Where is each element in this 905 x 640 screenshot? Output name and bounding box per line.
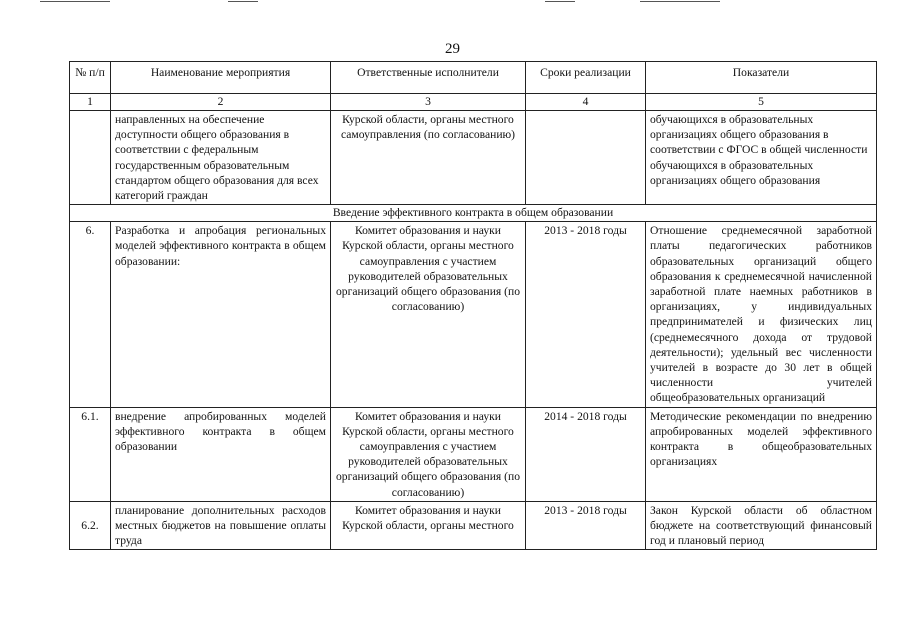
scan-artifact-line xyxy=(228,1,258,2)
cell-num: 6. xyxy=(70,222,111,407)
column-index: 3 xyxy=(331,94,526,111)
section-row xyxy=(70,205,877,222)
cell-indicators: обучающихся в образовательных организациях общего образования в соответствии с ФГОС в общей численности обучающихся в образовательных организациях общего образования xyxy=(646,111,877,205)
cell-name: внедрение апробированных моделей эффективного контракта в общем образовании xyxy=(111,407,331,501)
scan-artifact-line xyxy=(40,1,110,2)
table-row xyxy=(70,501,877,550)
page-number: 29 xyxy=(445,41,460,57)
cell-num: 6.1. xyxy=(70,407,111,501)
table-header-row xyxy=(70,62,877,94)
cell-indicators: Закон Курской области об областном бюджете на соответствующий финансовый год и плановый период xyxy=(646,501,877,550)
cell-terms xyxy=(526,111,646,205)
cell-responsible: Комитет образования и науки Курской области, органы местного xyxy=(331,501,526,550)
header-responsible: Ответственные исполнители xyxy=(331,62,526,94)
cell-responsible: Курской области, органы местного самоуправления (по согласованию) xyxy=(331,111,526,205)
measures-table xyxy=(69,61,877,550)
table-row xyxy=(70,222,877,407)
column-index-row xyxy=(70,94,877,111)
cell-name: Разработка и апробация региональных моделей эффективного контракта в общем образовании: xyxy=(111,222,331,407)
cell-terms: 2013 - 2018 годы xyxy=(526,222,646,407)
cell-indicators: Отношение среднемесячной заработной платы педагогических работников образовательных организаций общего образования к среднемесячной начисленной заработной плате наемных работников в организациях, у индивидуальных предпринимателей и физических лиц (среднемесячного дохода от трудовой деятельности); удельный вес численности учителей в возрасте до 30 лет в общей численности учителей общеобразовательных организаций xyxy=(646,222,877,407)
cell-num xyxy=(70,111,111,205)
cell-terms: 2013 - 2018 годы xyxy=(526,501,646,550)
header-terms: Сроки реализации xyxy=(526,62,646,94)
section-title: Введение эффективного контракта в общем образовании xyxy=(70,205,877,222)
table-row-continued xyxy=(70,111,877,205)
cell-name: направленных на обеспечение доступности общего образования в соответствии с федеральным государственным образовательным стандартом общего образования для всех категорий граждан xyxy=(111,111,331,205)
cell-responsible: Комитет образования и науки Курской области, органы местного самоуправления с участием руководителей образовательных организаций общего образования (по согласованию) xyxy=(331,222,526,407)
column-index: 1 xyxy=(70,94,111,111)
column-index: 4 xyxy=(526,94,646,111)
header-indicators: Показатели xyxy=(646,62,877,94)
cell-responsible: Комитет образования и науки Курской области, органы местного самоуправления с участием руководителей образовательных организаций общего образования (по согласованию) xyxy=(331,407,526,501)
header-num: № п/п xyxy=(70,62,111,94)
cell-num: 6.2. xyxy=(70,501,111,550)
scan-artifact-line xyxy=(545,1,575,2)
scan-artifact-line xyxy=(640,1,720,2)
cell-terms: 2014 - 2018 годы xyxy=(526,407,646,501)
table-row xyxy=(70,407,877,501)
cell-name: планирование дополнительных расходов местных бюджетов на повышение оплаты труда xyxy=(111,501,331,550)
header-name: Наименование мероприятия xyxy=(111,62,331,94)
cell-indicators: Методические рекомендации по внедрению апробированных моделей эффективного контракта в общеобразовательных организациях xyxy=(646,407,877,501)
column-index: 2 xyxy=(111,94,331,111)
column-index: 5 xyxy=(646,94,877,111)
